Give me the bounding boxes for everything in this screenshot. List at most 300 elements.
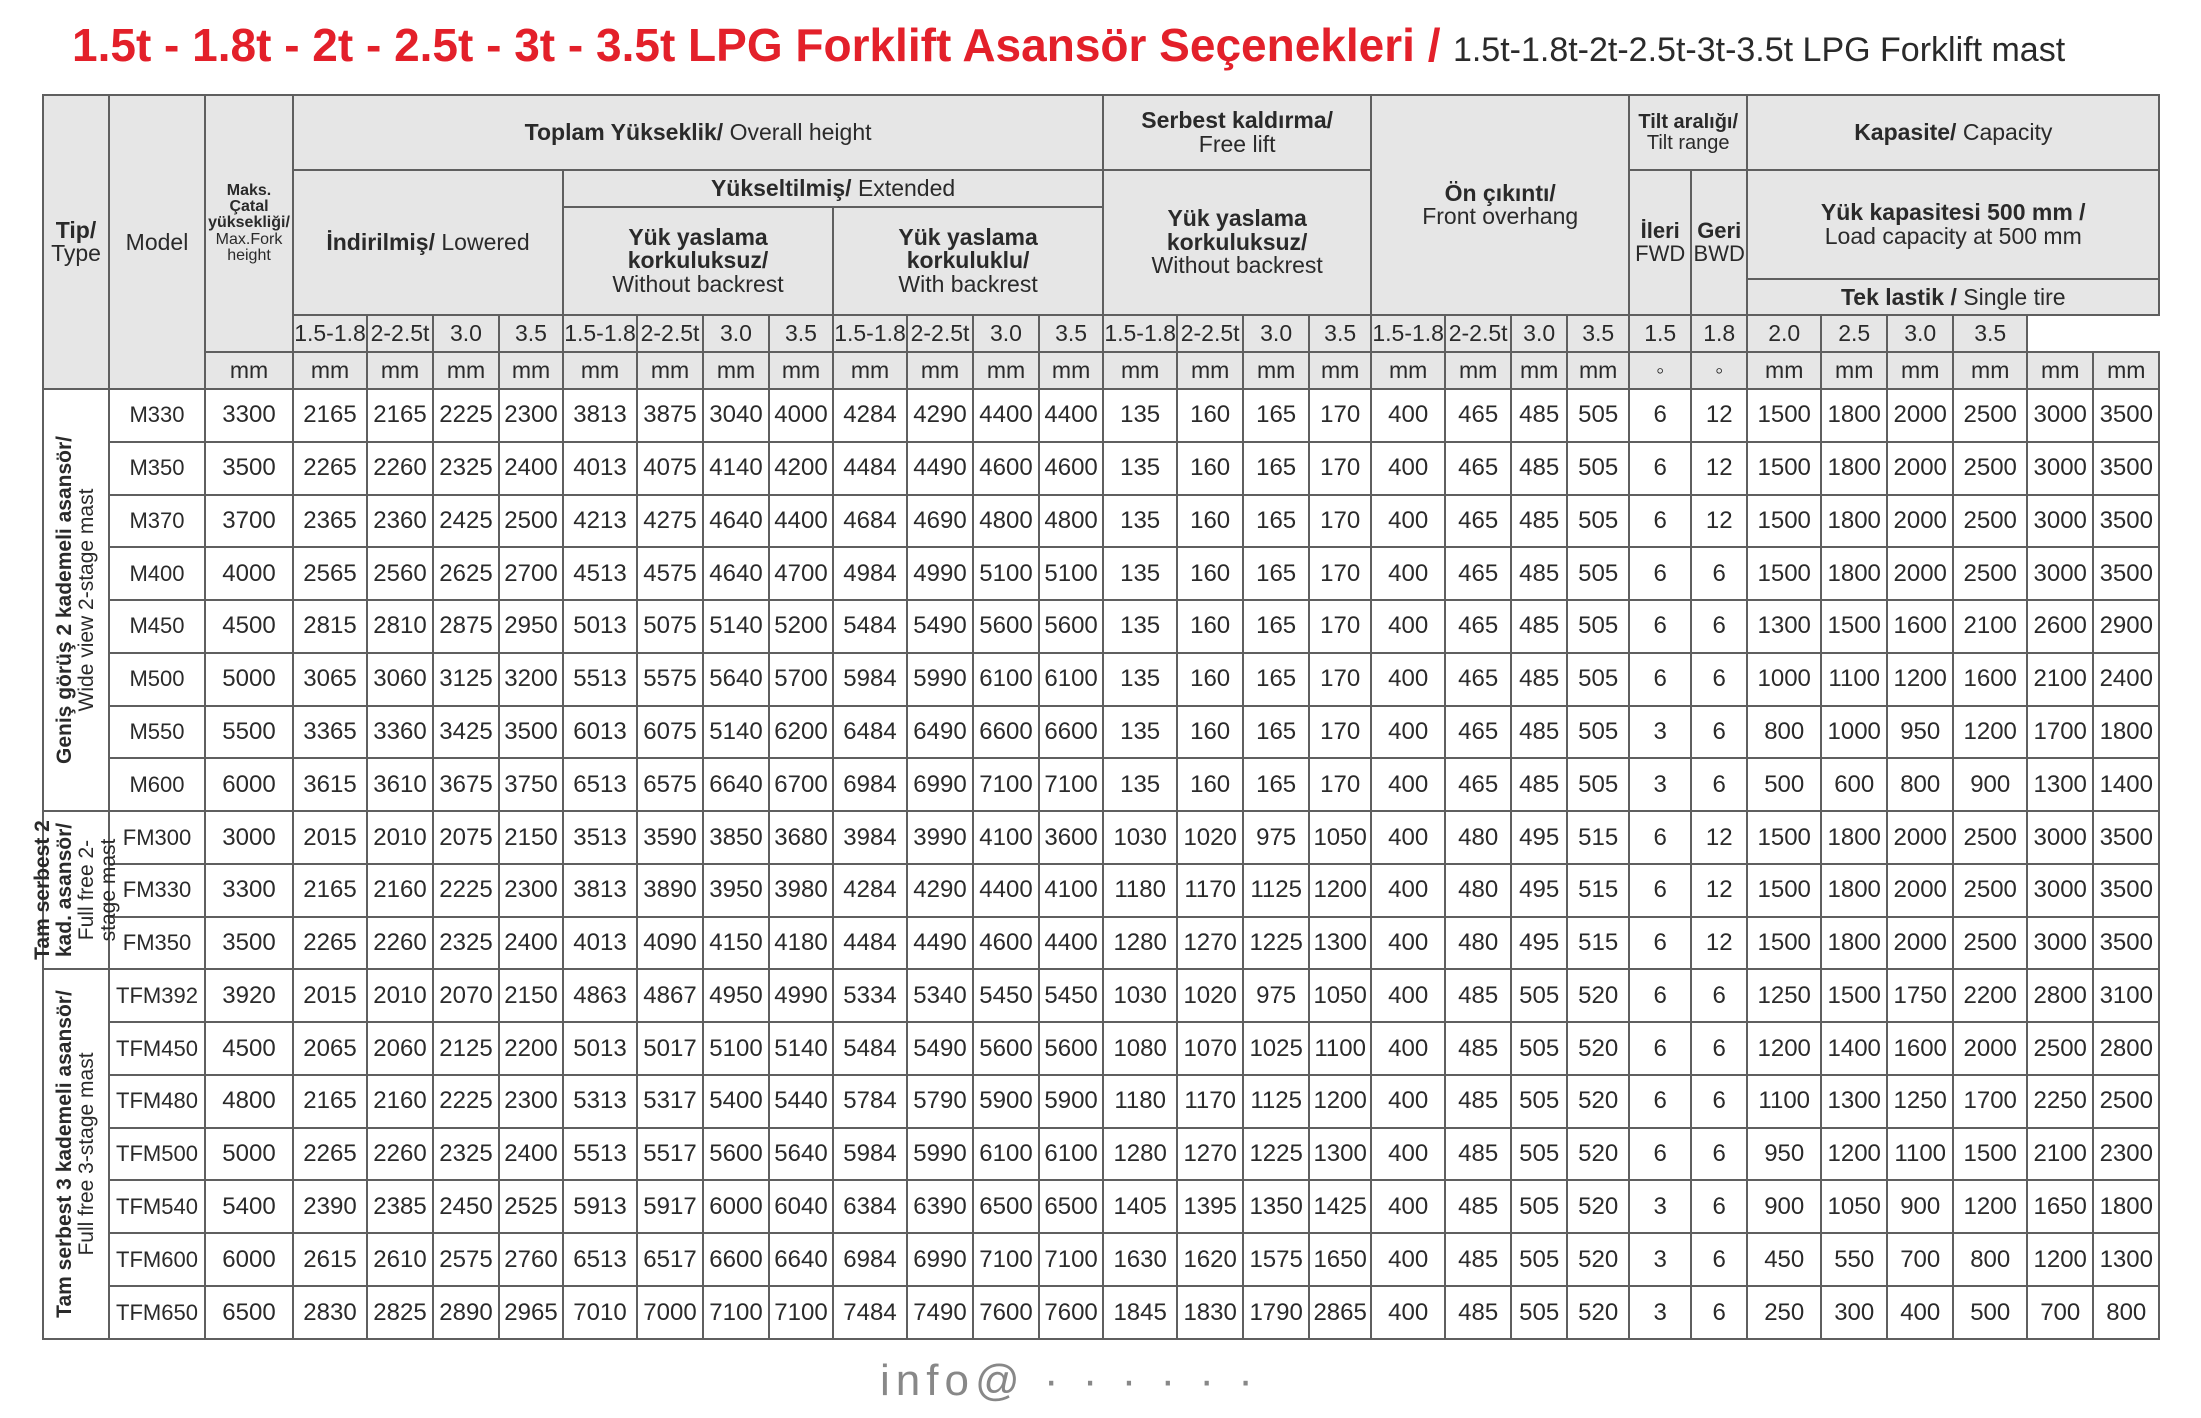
value-cell: 3680 — [769, 811, 833, 864]
header-max-fork-height: Maks. Çatal yüksekliği/ Max.Fork height — [205, 95, 293, 352]
value-cell: 165 — [1243, 389, 1309, 442]
value-cell: 7100 — [973, 1233, 1039, 1286]
value-cell: 2300 — [499, 1075, 563, 1128]
value-cell: 2800 — [2027, 969, 2093, 1022]
value-cell: 3000 — [2027, 495, 2093, 548]
value-cell: 1500 — [1953, 1128, 2027, 1181]
value-cell: 6040 — [769, 1180, 833, 1233]
header-subcol-size: 3.5 — [1309, 315, 1371, 352]
value-cell: 400 — [1371, 495, 1445, 548]
value-cell: 165 — [1243, 547, 1309, 600]
value-cell: 3360 — [367, 706, 433, 759]
value-cell: 2300 — [499, 864, 563, 917]
value-cell: 4600 — [1039, 442, 1103, 495]
value-cell: 3813 — [563, 389, 637, 442]
header-subcol-size: 3.5 — [769, 315, 833, 352]
model-cell: M550 — [109, 706, 205, 759]
value-cell: 5600 — [973, 1022, 1039, 1075]
value-cell: 2225 — [433, 864, 499, 917]
value-cell: 5490 — [907, 600, 973, 653]
value-cell: 6 — [1691, 653, 1747, 706]
value-cell: 4984 — [833, 547, 907, 600]
value-cell: 480 — [1445, 864, 1511, 917]
value-cell: 505 — [1567, 495, 1629, 548]
header-unit-mm: mm — [1177, 352, 1243, 389]
value-cell: 6 — [1629, 969, 1691, 1022]
value-cell: 5513 — [563, 653, 637, 706]
value-cell: 300 — [1821, 1286, 1887, 1339]
value-cell: 1200 — [1953, 1180, 2027, 1233]
value-cell: 6390 — [907, 1180, 973, 1233]
value-cell: 2500 — [2027, 1022, 2093, 1075]
header-unit-mm: mm — [563, 352, 637, 389]
value-cell: 2015 — [293, 811, 367, 864]
value-cell: 465 — [1445, 495, 1511, 548]
header-lowered: İndirilmiş/ Lowered — [293, 170, 563, 315]
header-subcol-size: 3.5 — [499, 315, 563, 352]
value-cell: 6990 — [907, 758, 973, 811]
value-cell: 3980 — [769, 864, 833, 917]
value-cell: 5450 — [1039, 969, 1103, 1022]
table-row — [43, 1022, 2159, 1075]
value-cell: 3425 — [433, 706, 499, 759]
value-cell: 4575 — [637, 547, 703, 600]
value-cell: 160 — [1177, 495, 1243, 548]
value-cell: 1100 — [1821, 653, 1887, 706]
value-cell: 135 — [1103, 442, 1177, 495]
value-cell: 515 — [1567, 864, 1629, 917]
value-cell: 5790 — [907, 1075, 973, 1128]
value-cell: 6484 — [833, 706, 907, 759]
value-cell: 1030 — [1103, 969, 1177, 1022]
value-cell: 2225 — [433, 389, 499, 442]
value-cell: 7600 — [973, 1286, 1039, 1339]
table-row — [43, 495, 2159, 548]
value-cell: 6013 — [563, 706, 637, 759]
value-cell: 485 — [1445, 1180, 1511, 1233]
value-cell: 900 — [1953, 758, 2027, 811]
value-cell: 6 — [1629, 495, 1691, 548]
header-unit-maxfork: mm — [205, 352, 293, 389]
value-cell: 2825 — [367, 1286, 433, 1339]
value-cell: 7100 — [703, 1286, 769, 1339]
footer-watermark: info@ · · · · · · — [880, 1356, 1259, 1405]
model-cell: TFM450 — [109, 1022, 205, 1075]
value-cell: 5517 — [637, 1128, 703, 1181]
value-cell: 400 — [1371, 442, 1445, 495]
value-cell: 4140 — [703, 442, 769, 495]
table-row — [43, 1233, 2159, 1286]
value-cell: 2450 — [433, 1180, 499, 1233]
value-cell: 12 — [1691, 811, 1747, 864]
value-cell: 3590 — [637, 811, 703, 864]
model-cell: TFM480 — [109, 1075, 205, 1128]
value-cell: 3125 — [433, 653, 499, 706]
value-cell: 1800 — [2093, 706, 2159, 759]
value-cell: 485 — [1511, 758, 1567, 811]
value-cell: 2070 — [433, 969, 499, 1022]
header-unit-mm: mm — [499, 352, 563, 389]
value-cell: 4090 — [637, 917, 703, 970]
value-cell: 4013 — [563, 917, 637, 970]
value-cell: 7100 — [769, 1286, 833, 1339]
mast-spec-table — [30, 94, 2160, 1340]
value-cell: 2610 — [367, 1233, 433, 1286]
header-subcol-size: 3.5 — [1567, 315, 1629, 352]
header-ext-with-backrest: Yük yaslama korkuluklu/ With backrest — [833, 207, 1103, 315]
value-cell: 6990 — [907, 1233, 973, 1286]
value-cell: 1200 — [1309, 864, 1371, 917]
value-cell: 465 — [1445, 547, 1511, 600]
value-cell: 165 — [1243, 442, 1309, 495]
header-subcol-size: 1.5-1.8 — [563, 315, 637, 352]
value-cell: 7490 — [907, 1286, 973, 1339]
title-turkish: 1.5t - 1.8t - 2t - 2.5t - 3t - 3.5t LPG Forklift Asansör Seçenekleri / — [72, 19, 1441, 71]
value-cell: 4013 — [563, 442, 637, 495]
model-cell: M450 — [109, 600, 205, 653]
value-cell: 1500 — [1747, 917, 1821, 970]
value-cell: 1020 — [1177, 811, 1243, 864]
value-cell: 2815 — [293, 600, 367, 653]
header-unit-mm: mm — [703, 352, 769, 389]
value-cell: 6100 — [973, 1128, 1039, 1181]
header-unit-mm: mm — [907, 352, 973, 389]
value-cell: 6200 — [769, 706, 833, 759]
value-cell: 3 — [1629, 1233, 1691, 1286]
header-subcol-size: 1.5-1.8 — [1371, 315, 1445, 352]
value-cell: 6 — [1629, 811, 1691, 864]
value-cell: 3000 — [2027, 442, 2093, 495]
value-cell: 4684 — [833, 495, 907, 548]
table-row — [43, 917, 2159, 970]
value-cell: 5913 — [563, 1180, 637, 1233]
header-capacity-col: 1.5 — [1629, 315, 1691, 352]
value-cell: 400 — [1371, 1128, 1445, 1181]
value-cell: 1425 — [1309, 1180, 1371, 1233]
value-cell: 3300 — [205, 864, 293, 917]
value-cell: 5484 — [833, 600, 907, 653]
value-cell: 3890 — [637, 864, 703, 917]
value-cell: 480 — [1445, 811, 1511, 864]
header-subcol-size: 2-2.5t — [907, 315, 973, 352]
value-cell: 485 — [1445, 1286, 1511, 1339]
header-unit-mm: mm — [637, 352, 703, 389]
value-cell: 6 — [1629, 389, 1691, 442]
value-cell: 1830 — [1177, 1286, 1243, 1339]
value-cell: 160 — [1177, 600, 1243, 653]
value-cell: 160 — [1177, 442, 1243, 495]
value-cell: 5513 — [563, 1128, 637, 1181]
table-row — [43, 706, 2159, 759]
value-cell: 5640 — [703, 653, 769, 706]
value-cell: 505 — [1567, 653, 1629, 706]
header-subcol-size: 3.0 — [1511, 315, 1567, 352]
value-cell: 2360 — [367, 495, 433, 548]
value-cell: 2200 — [1953, 969, 2027, 1022]
value-cell: 6490 — [907, 706, 973, 759]
value-cell: 1800 — [1821, 495, 1887, 548]
value-cell: 505 — [1511, 1286, 1567, 1339]
header-unit-mm: mm — [367, 352, 433, 389]
value-cell: 4867 — [637, 969, 703, 1022]
value-cell: 3 — [1629, 706, 1691, 759]
value-cell: 135 — [1103, 389, 1177, 442]
value-cell: 1200 — [1309, 1075, 1371, 1128]
value-cell: 400 — [1371, 1075, 1445, 1128]
table-row — [43, 1075, 2159, 1128]
value-cell: 4600 — [973, 442, 1039, 495]
value-cell: 4400 — [769, 495, 833, 548]
value-cell: 165 — [1243, 653, 1309, 706]
value-cell: 485 — [1511, 547, 1567, 600]
value-cell: 400 — [1371, 1180, 1445, 1233]
header-subcol-size: 3.0 — [433, 315, 499, 352]
value-cell: 12 — [1691, 442, 1747, 495]
value-cell: 6700 — [769, 758, 833, 811]
model-cell: TFM540 — [109, 1180, 205, 1233]
model-cell: M400 — [109, 547, 205, 600]
value-cell: 505 — [1511, 969, 1567, 1022]
value-cell: 1790 — [1243, 1286, 1309, 1339]
value-cell: 5575 — [637, 653, 703, 706]
value-cell: 170 — [1309, 442, 1371, 495]
value-cell: 495 — [1511, 811, 1567, 864]
value-cell: 4600 — [973, 917, 1039, 970]
table-row — [43, 1180, 2159, 1233]
table-row — [43, 600, 2159, 653]
value-cell: 2160 — [367, 864, 433, 917]
value-cell: 975 — [1243, 811, 1309, 864]
header-unit-mm: mm — [1039, 352, 1103, 389]
value-cell: 4863 — [563, 969, 637, 1022]
value-cell: 5100 — [1039, 547, 1103, 600]
header-unit-mm: mm — [1371, 352, 1445, 389]
value-cell: 3060 — [367, 653, 433, 706]
value-cell: 6 — [1629, 1075, 1691, 1128]
value-cell: 4800 — [973, 495, 1039, 548]
value-cell: 3600 — [1039, 811, 1103, 864]
header-unit-mm: mm — [293, 352, 367, 389]
header-capacity-col: 2.0 — [1747, 315, 1821, 352]
value-cell: 2325 — [433, 442, 499, 495]
header-unit-row — [43, 352, 2159, 389]
value-cell: 6 — [1691, 1075, 1747, 1128]
header-tilt-bwd: Geri BWD — [1691, 170, 1747, 315]
value-cell: 1170 — [1177, 864, 1243, 917]
value-cell: 3610 — [367, 758, 433, 811]
value-cell: 1280 — [1103, 1128, 1177, 1181]
value-cell: 4513 — [563, 547, 637, 600]
value-cell: 6600 — [973, 706, 1039, 759]
value-cell: 2200 — [499, 1022, 563, 1075]
value-cell: 3 — [1629, 1286, 1691, 1339]
value-cell: 1500 — [1747, 811, 1821, 864]
value-cell: 2830 — [293, 1286, 367, 1339]
value-cell: 3850 — [703, 811, 769, 864]
table-row — [43, 758, 2159, 811]
value-cell: 400 — [1371, 1233, 1445, 1286]
value-cell: 1225 — [1243, 917, 1309, 970]
header-type: Tip/ Type — [43, 95, 109, 389]
value-cell: 2100 — [2027, 1128, 2093, 1181]
value-cell: 1050 — [1309, 811, 1371, 864]
value-cell: 900 — [1747, 1180, 1821, 1233]
value-cell: 3 — [1629, 758, 1691, 811]
header-unit-mm: mm — [1953, 352, 2027, 389]
header-unit-deg: ◦ — [1629, 352, 1691, 389]
model-cell: TFM600 — [109, 1233, 205, 1286]
value-cell: 465 — [1445, 389, 1511, 442]
value-cell: 4400 — [1039, 389, 1103, 442]
value-cell: 4275 — [637, 495, 703, 548]
value-cell: 1350 — [1243, 1180, 1309, 1233]
value-cell: 520 — [1567, 1233, 1629, 1286]
value-cell: 900 — [1887, 1180, 1953, 1233]
value-cell: 4284 — [833, 389, 907, 442]
value-cell: 5013 — [563, 1022, 637, 1075]
model-cell: TFM650 — [109, 1286, 205, 1339]
value-cell: 4290 — [907, 864, 973, 917]
value-cell: 515 — [1567, 811, 1629, 864]
value-cell: 505 — [1511, 1180, 1567, 1233]
value-cell: 5340 — [907, 969, 973, 1022]
value-cell: 1600 — [1887, 600, 1953, 653]
value-cell: 6 — [1691, 1286, 1747, 1339]
value-cell: 2000 — [1887, 917, 1953, 970]
value-cell: 1050 — [1309, 969, 1371, 1022]
model-cell: FM300 — [109, 811, 205, 864]
header-unit-mm: mm — [833, 352, 907, 389]
value-cell: 2265 — [293, 442, 367, 495]
value-cell: 5640 — [769, 1128, 833, 1181]
value-cell: 6517 — [637, 1233, 703, 1286]
value-cell: 2000 — [1887, 495, 1953, 548]
value-cell: 975 — [1243, 969, 1309, 1022]
table-row — [43, 969, 2159, 1022]
header-free-lift: Serbest kaldırma/ Free lift — [1103, 95, 1371, 170]
value-cell: 5600 — [703, 1128, 769, 1181]
value-cell: 2325 — [433, 1128, 499, 1181]
header-subcol-size: 2-2.5t — [1445, 315, 1511, 352]
value-cell: 2150 — [499, 811, 563, 864]
value-cell: 1650 — [2027, 1180, 2093, 1233]
value-cell: 135 — [1103, 653, 1177, 706]
value-cell: 3 — [1629, 1180, 1691, 1233]
value-cell: 3500 — [205, 917, 293, 970]
value-cell: 5450 — [973, 969, 1039, 1022]
value-cell: 520 — [1567, 969, 1629, 1022]
model-cell: FM330 — [109, 864, 205, 917]
value-cell: 2875 — [433, 600, 499, 653]
mast-type-label: Geniş görüş 2 kademeli asansör/ Wide view 2-stage mast — [43, 389, 109, 811]
value-cell: 6384 — [833, 1180, 907, 1233]
value-cell: 2000 — [1887, 389, 1953, 442]
value-cell: 4490 — [907, 917, 973, 970]
value-cell: 5484 — [833, 1022, 907, 1075]
value-cell: 520 — [1567, 1075, 1629, 1128]
value-cell: 6 — [1691, 1022, 1747, 1075]
value-cell: 3065 — [293, 653, 367, 706]
value-cell: 1500 — [1747, 864, 1821, 917]
model-cell: M330 — [109, 389, 205, 442]
value-cell: 160 — [1177, 758, 1243, 811]
header-unit-mm: mm — [1747, 352, 1821, 389]
value-cell: 2865 — [1309, 1286, 1371, 1339]
table-body — [30, 389, 2159, 1339]
value-cell: 1700 — [2027, 706, 2093, 759]
title-english: 1.5t-1.8t-2t-2.5t-3t-3.5t LPG Forklift mast — [1452, 31, 2066, 69]
value-cell: 2810 — [367, 600, 433, 653]
value-cell: 6984 — [833, 1233, 907, 1286]
value-cell: 5140 — [703, 706, 769, 759]
value-cell: 2100 — [2027, 653, 2093, 706]
value-cell: 400 — [1371, 917, 1445, 970]
header-tilt-range: Tilt aralığı/ Tilt range — [1629, 95, 1747, 170]
value-cell: 4284 — [833, 864, 907, 917]
value-cell: 5100 — [703, 1022, 769, 1075]
value-cell: 4213 — [563, 495, 637, 548]
value-cell: 505 — [1511, 1233, 1567, 1286]
value-cell: 485 — [1511, 442, 1567, 495]
header-capacity-col: 1.8 — [1691, 315, 1747, 352]
header-tilt-fwd: İleri FWD — [1629, 170, 1691, 315]
table-row — [43, 653, 2159, 706]
value-cell: 3500 — [2093, 811, 2159, 864]
value-cell: 5400 — [703, 1075, 769, 1128]
value-cell: 1050 — [1821, 1180, 1887, 1233]
value-cell: 5000 — [205, 653, 293, 706]
value-cell: 2385 — [367, 1180, 433, 1233]
value-cell: 6 — [1691, 706, 1747, 759]
value-cell: 2600 — [2027, 600, 2093, 653]
value-cell: 4100 — [973, 811, 1039, 864]
value-cell: 3000 — [2027, 547, 2093, 600]
header-capacity-col: 3.5 — [1953, 315, 2027, 352]
value-cell: 2500 — [1953, 442, 2027, 495]
value-cell: 3200 — [499, 653, 563, 706]
value-cell: 1400 — [2093, 758, 2159, 811]
value-cell: 2965 — [499, 1286, 563, 1339]
value-cell: 4400 — [973, 864, 1039, 917]
value-cell: 12 — [1691, 389, 1747, 442]
table-row — [43, 442, 2159, 495]
value-cell: 465 — [1445, 758, 1511, 811]
header-subcol-size: 3.0 — [973, 315, 1039, 352]
value-cell: 6 — [1629, 547, 1691, 600]
table-row — [43, 389, 2159, 442]
value-cell: 6984 — [833, 758, 907, 811]
value-cell: 2500 — [2093, 1075, 2159, 1128]
value-cell: 2500 — [1953, 864, 2027, 917]
value-cell: 400 — [1887, 1286, 1953, 1339]
value-cell: 505 — [1511, 1075, 1567, 1128]
header-extended: Yükseltilmiş/ Extended — [563, 170, 1103, 207]
value-cell: 400 — [1371, 547, 1445, 600]
value-cell: 4950 — [703, 969, 769, 1022]
value-cell: 1620 — [1177, 1233, 1243, 1286]
value-cell: 1400 — [1821, 1022, 1887, 1075]
value-cell: 5917 — [637, 1180, 703, 1233]
value-cell: 6500 — [1039, 1180, 1103, 1233]
value-cell: 160 — [1177, 389, 1243, 442]
value-cell: 2100 — [1953, 600, 2027, 653]
value-cell: 6640 — [769, 1233, 833, 1286]
value-cell: 2300 — [2093, 1128, 2159, 1181]
value-cell: 2010 — [367, 969, 433, 1022]
value-cell: 800 — [1887, 758, 1953, 811]
value-cell: 3984 — [833, 811, 907, 864]
value-cell: 6513 — [563, 1233, 637, 1286]
